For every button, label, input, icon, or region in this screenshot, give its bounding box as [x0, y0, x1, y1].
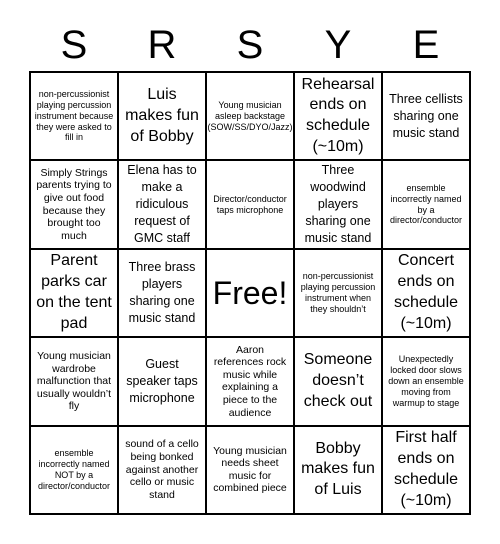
bingo-cell-r3c1[interactable]: Parent parks car on the tent pad [30, 249, 118, 337]
bingo-cell-r4c3[interactable]: Aaron references rock music while explaining a piece to the audience [206, 337, 294, 425]
bingo-cell-r4c2[interactable]: Guest speaker taps microphone [118, 337, 206, 425]
bingo-cell-r3c4[interactable]: non-percussionist playing percussion instrument when they shouldn’t [294, 249, 382, 337]
bingo-cell-r5c4[interactable]: Bobby makes fun of Luis [294, 426, 382, 514]
header-letter-3: S [236, 22, 264, 67]
bingo-cell-r1c4[interactable]: Rehearsal ends on schedule (~10m) [294, 72, 382, 160]
bingo-cell-r5c5[interactable]: First half ends on schedule (~10m) [382, 426, 470, 514]
bingo-board [29, 71, 471, 515]
bingo-cell-r1c2[interactable]: Luis makes fun of Bobby [118, 72, 206, 160]
bingo-cell-r1c3[interactable]: Young musician asleep backstage (SOW/SS/DYO/Jazz) [206, 72, 294, 160]
bingo-cell-r1c5[interactable]: Three cellists sharing one music stand [382, 72, 470, 160]
bingo-cell-r3c5[interactable]: Concert ends on schedule (~10m) [382, 249, 470, 337]
header-letter-5: E [412, 22, 440, 67]
bingo-cell-r4c4[interactable]: Someone doesn’t check out [294, 337, 382, 425]
bingo-cell-r5c2[interactable]: sound of a cello being bonked against another cello or music stand [118, 426, 206, 514]
bingo-cell-r2c5[interactable]: ensemble incorrectly named by a director/conductor [382, 160, 470, 248]
bingo-cell-r4c5[interactable]: Unexpectedly locked door slows down an ensemble moving from warmup to stage [382, 337, 470, 425]
bingo-cell-r2c3[interactable]: Director/conductor taps microphone [206, 160, 294, 248]
bingo-cell-r3c2[interactable]: Three brass players sharing one music stand [118, 249, 206, 337]
bingo-cell-r4c1[interactable]: Young musician wardrobe malfunction that usually wouldn’t fly [30, 337, 118, 425]
header-letter-2: R [147, 22, 177, 67]
bingo-cell-r5c1[interactable]: ensemble incorrectly named NOT by a director/conductor [30, 426, 118, 514]
bingo-cell-r2c1[interactable]: Simply Strings parents trying to give out food because they brought too much [30, 160, 118, 248]
bingo-cell-r2c4[interactable]: Three woodwind players sharing one music stand [294, 160, 382, 248]
bingo-cell-free[interactable]: Free! [206, 249, 294, 337]
header-letter-1: S [60, 22, 88, 67]
header-letter-4: Y [324, 22, 352, 67]
bingo-cell-r2c2[interactable]: Elena has to make a ridiculous request of GMC staff [118, 160, 206, 248]
bingo-header [30, 18, 470, 72]
bingo-cell-r5c3[interactable]: Young musician needs sheet music for combined piece [206, 426, 294, 514]
bingo-cell-r1c1[interactable]: non-percussionist playing percussion instrument because they were asked to fill in [30, 72, 118, 160]
